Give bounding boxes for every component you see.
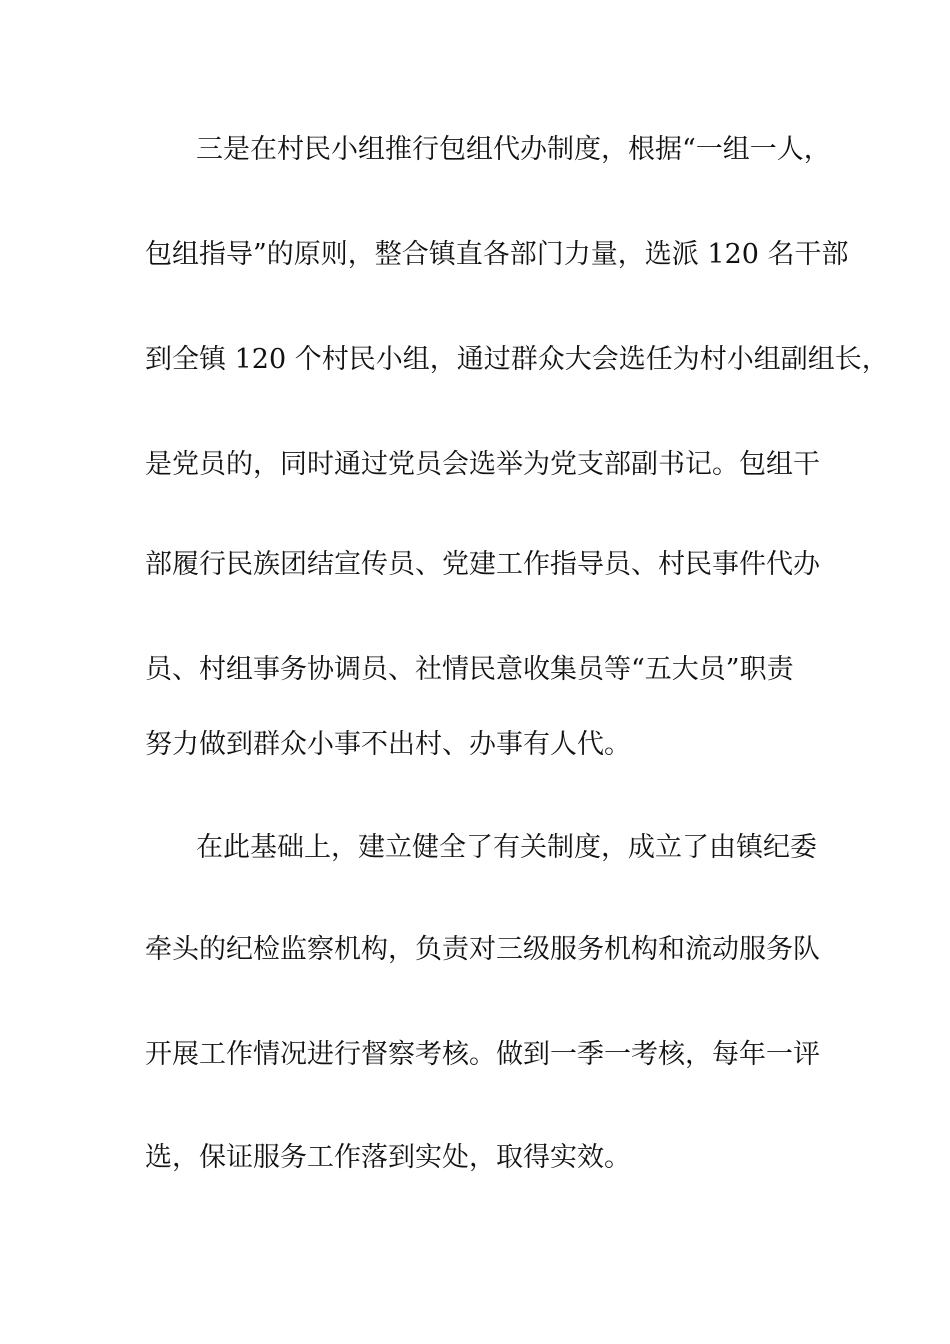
paragraph-1-line-3: 到全镇 120 个村民小组，通过群众大会选任为村小组副组长， [145,344,889,375]
paragraph-2-line-3: 开展工作情况进行督察考核。做到一季一考核，每年一评 [145,1039,820,1070]
paragraph-2-line-2: 牵头的纪检监察机构，负责对三级服务机构和流动服务队 [145,934,820,965]
paragraph-1-line-7: 努力做到群众小事不出村、办事有人代。 [145,729,631,760]
paragraph-1-line-6: 员、村组事务协调员、社情民意收集员等“五大员”职责 [145,654,794,685]
paragraph-2-line-4: 选，保证服务工作落到实处，取得实效。 [145,1142,631,1173]
paragraph-1-line-2: 包组指导”的原则，整合镇直各部门力量，选派 120 名干部 [145,239,849,270]
paragraph-1-line-1: 三是在村民小组推行包组代办制度，根据“一组一人， [196,134,831,165]
paragraph-1-line-5: 部履行民族团结宣传员、党建工作指导员、村民事件代办 [145,549,820,580]
paragraph-1-line-4: 是党员的，同时通过党员会选举为党支部副书记。包组干 [145,449,820,480]
paragraph-2-line-1: 在此基础上，建立健全了有关制度，成立了由镇纪委 [196,832,817,863]
